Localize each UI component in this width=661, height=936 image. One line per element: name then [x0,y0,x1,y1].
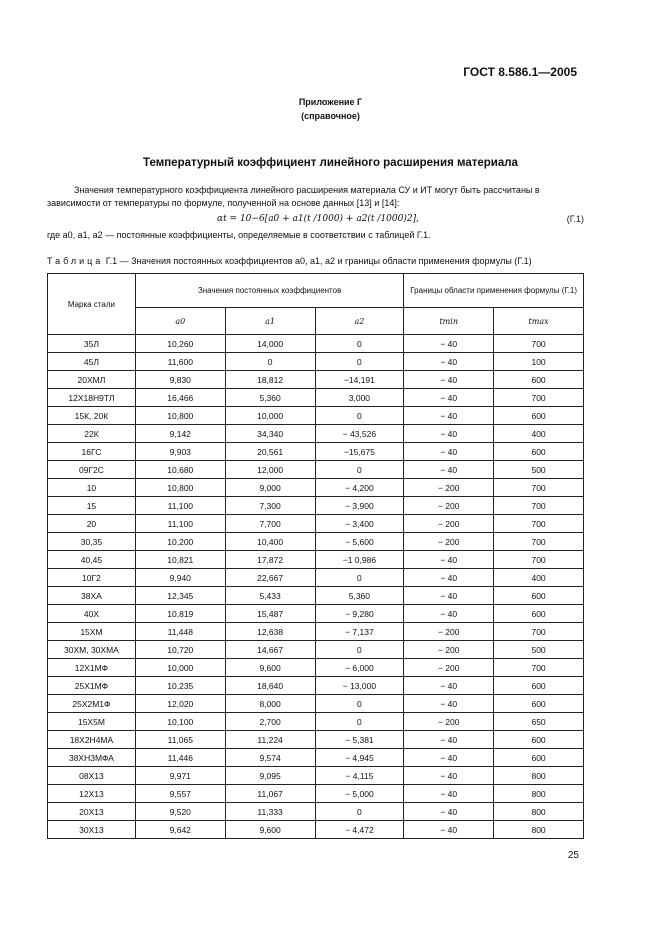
table-row [48,623,584,641]
steel-grade-cell: 10Г2 [48,569,136,587]
a0-cell: 10,720 [135,641,225,659]
table-row [48,731,584,749]
a0-cell: 10,100 [135,713,225,731]
header-a0: a0 [135,308,225,335]
a0-cell: 9,903 [135,443,225,461]
a1-cell: 5,433 [225,587,315,605]
tmin-cell: − 40 [404,587,494,605]
tmin-cell: − 40 [404,407,494,425]
appendix-subtitle: (справочное) [301,111,360,121]
a1-cell: 9,095 [225,767,315,785]
tmax-cell: 600 [494,749,584,767]
a2-cell: − 5,381 [315,731,404,749]
a0-cell: 11,446 [135,749,225,767]
tmax-cell: 700 [494,623,584,641]
steel-grade-cell: 20ХМЛ [48,371,136,389]
a1-cell: 14,000 [225,335,315,353]
a0-cell: 9,142 [135,425,225,443]
a0-cell: 10,821 [135,551,225,569]
steel-grade-cell: 18Х2Н4МА [48,731,136,749]
a2-cell: 0 [315,461,404,479]
steel-grade-cell: 12Х13 [48,785,136,803]
tmin-cell: − 40 [404,785,494,803]
steel-grade-cell: 12Х18Н9ТЛ [48,389,136,407]
a1-cell: 0 [225,353,315,371]
table-row [48,515,584,533]
header-tmin: tmin [404,308,494,335]
tmax-cell: 400 [494,425,584,443]
table-row [48,353,584,371]
steel-grade-cell: 30,35 [48,533,136,551]
a1-cell: 9,000 [225,479,315,497]
a2-cell: − 13,000 [315,677,404,695]
table-row [48,407,584,425]
a0-cell: 12,345 [135,587,225,605]
a1-cell: 22,667 [225,569,315,587]
header-steel-grade: Марка стали [48,274,136,335]
a2-cell: 0 [315,407,404,425]
a0-cell: 9,642 [135,821,225,839]
a1-cell: 11,224 [225,731,315,749]
table-row [48,497,584,515]
where-clause: где a0, a1, a2 — постоянные коэффициенты, определяемые в соответствии с таблицей Г.1. [47,230,431,240]
steel-grade-cell: 20Х13 [48,803,136,821]
a0-cell: 11,065 [135,731,225,749]
table-row [48,641,584,659]
tmax-cell: 800 [494,821,584,839]
a1-cell: 11,067 [225,785,315,803]
steel-grade-cell: 15 [48,497,136,515]
tmin-cell: − 40 [404,353,494,371]
formula: αt = 10−6[a0 + a1(t /1000) + a2(t /1000)2], [217,214,419,224]
tmin-cell: − 40 [404,389,494,407]
steel-grade-cell: 09Г2С [48,461,136,479]
table-row [48,695,584,713]
a1-cell: 9,600 [225,659,315,677]
tmax-cell: 800 [494,767,584,785]
a1-cell: 10,400 [225,533,315,551]
table-row [48,785,584,803]
a2-cell: 0 [315,569,404,587]
header-bounds: Границы области применения формулы (Г.1) [404,274,584,308]
a1-cell: 14,667 [225,641,315,659]
a0-cell: 16,466 [135,389,225,407]
a0-cell: 10,800 [135,407,225,425]
steel-grade-cell: 16ГС [48,443,136,461]
a0-cell: 10,235 [135,677,225,695]
table-row [48,443,584,461]
tmin-cell: − 40 [404,767,494,785]
a2-cell: 0 [315,713,404,731]
steel-grade-cell: 15К, 20К [48,407,136,425]
tmax-cell: 650 [494,713,584,731]
tmax-cell: 700 [494,551,584,569]
tmin-cell: − 40 [404,569,494,587]
table-row [48,551,584,569]
a1-cell: 18,640 [225,677,315,695]
a0-cell: 10,200 [135,533,225,551]
a2-cell: − 43,526 [315,425,404,443]
tmin-cell: − 200 [404,713,494,731]
steel-grade-cell: 25Х1МФ [48,677,136,695]
steel-grade-cell: 15ХМ [48,623,136,641]
a2-cell: − 4,472 [315,821,404,839]
a1-cell: 8,000 [225,695,315,713]
tmax-cell: 600 [494,695,584,713]
tmin-cell: − 40 [404,461,494,479]
a2-cell: − 3,400 [315,515,404,533]
a1-cell: 20,561 [225,443,315,461]
appendix-title: Приложение Г [298,97,363,107]
formula-line [47,214,584,228]
steel-grade-cell: 38ХА [48,587,136,605]
tmin-cell: − 200 [404,479,494,497]
a2-cell: − 4,945 [315,749,404,767]
tmax-cell: 700 [494,479,584,497]
coefficients-table [47,273,584,839]
tmin-cell: − 200 [404,497,494,515]
tmin-cell: − 40 [404,731,494,749]
tmax-cell: 700 [494,515,584,533]
tmax-cell: 600 [494,605,584,623]
tmax-cell: 600 [494,443,584,461]
table-row [48,479,584,497]
tmin-cell: − 40 [404,695,494,713]
steel-grade-cell: 08Х13 [48,767,136,785]
table-row [48,803,584,821]
a2-cell: −15,675 [315,443,404,461]
tmax-cell: 800 [494,785,584,803]
tmax-cell: 600 [494,587,584,605]
a0-cell: 10,819 [135,605,225,623]
a0-cell: 12,020 [135,695,225,713]
table-row [48,713,584,731]
a2-cell: 0 [315,335,404,353]
a1-cell: 2,700 [225,713,315,731]
tmin-cell: − 40 [404,803,494,821]
a1-cell: 5,360 [225,389,315,407]
a2-cell: − 4,200 [315,479,404,497]
steel-grade-cell: 35Л [48,335,136,353]
tmax-cell: 600 [494,677,584,695]
standard-number: ГОСТ 8.586.1—2005 [463,65,577,79]
a2-cell: −1 0,986 [315,551,404,569]
a2-cell: 0 [315,803,404,821]
tmin-cell: − 40 [404,443,494,461]
table-row [48,461,584,479]
a2-cell: 0 [315,695,404,713]
header-coefficients: Значения постоянных коэффициентов [135,274,403,308]
a2-cell: − 3,900 [315,497,404,515]
steel-grade-cell: 30Х13 [48,821,136,839]
table-row [48,533,584,551]
tmin-cell: − 200 [404,659,494,677]
a0-cell: 10,800 [135,479,225,497]
tmin-cell: − 40 [404,677,494,695]
tmin-cell: − 40 [404,425,494,443]
a0-cell: 11,100 [135,497,225,515]
table-row [48,587,584,605]
a1-cell: 7,300 [225,497,315,515]
tmax-cell: 400 [494,569,584,587]
a0-cell: 11,448 [135,623,225,641]
a1-cell: 10,000 [225,407,315,425]
steel-grade-cell: 12Х1МФ [48,659,136,677]
tmax-cell: 700 [494,389,584,407]
a2-cell: 0 [315,353,404,371]
a2-cell: − 6,000 [315,659,404,677]
header-tmax: tmax [494,308,584,335]
a1-cell: 34,340 [225,425,315,443]
a0-cell: 9,940 [135,569,225,587]
a1-cell: 11,333 [225,803,315,821]
a2-cell: − 9,280 [315,605,404,623]
intro-paragraph: Значения температурного коэффициента линейного расширения материала СУ и ИТ могут быть рассчитаны в зависимости от температуры по формуле, полученной на основе данных [13] и [14]: [47,185,540,208]
table-row [48,749,584,767]
table-row [48,335,584,353]
table-row [48,425,584,443]
tmin-cell: − 200 [404,533,494,551]
a1-cell: 12,638 [225,623,315,641]
header-a2: a2 [315,308,404,335]
a2-cell: − 5,600 [315,533,404,551]
tmax-cell: 700 [494,335,584,353]
a0-cell: 10,680 [135,461,225,479]
formula-number: (Г.1) [566,214,584,224]
tmax-cell: 800 [494,803,584,821]
table-caption-text: Г.1 — Значения постоянных коэффициентов a0, a1, a2 и границы области применения формулы (Г.1) [103,256,532,266]
tmin-cell: − 40 [404,821,494,839]
tmax-cell: 700 [494,659,584,677]
steel-grade-cell: 15Х5М [48,713,136,731]
steel-grade-cell: 25Х2М1Ф [48,695,136,713]
a2-cell: − 4,115 [315,767,404,785]
a0-cell: 10,260 [135,335,225,353]
a1-cell: 18,812 [225,371,315,389]
tmin-cell: − 200 [404,623,494,641]
steel-grade-cell: 20 [48,515,136,533]
table-row [48,371,584,389]
tmax-cell: 600 [494,731,584,749]
tmin-cell: − 200 [404,641,494,659]
a2-cell: 5,360 [315,587,404,605]
a2-cell: 3,000 [315,389,404,407]
a1-cell: 9,574 [225,749,315,767]
a1-cell: 12,000 [225,461,315,479]
a2-cell: −14,191 [315,371,404,389]
section-title: Температурный коэффициент линейного расширения материала [143,157,518,169]
steel-grade-cell: 38ХН3МФА [48,749,136,767]
steel-grade-cell: 10 [48,479,136,497]
a1-cell: 9,600 [225,821,315,839]
table-row [48,767,584,785]
tmax-cell: 100 [494,353,584,371]
table-row [48,659,584,677]
table-row [48,821,584,839]
tmin-cell: − 40 [404,371,494,389]
a0-cell: 11,100 [135,515,225,533]
page-number: 25 [567,850,579,861]
tmin-cell: − 40 [404,551,494,569]
tmax-cell: 600 [494,407,584,425]
tmax-cell: 600 [494,371,584,389]
tmin-cell: − 200 [404,515,494,533]
steel-grade-cell: 45Л [48,353,136,371]
a1-cell: 7,700 [225,515,315,533]
header-a1: a1 [225,308,315,335]
a0-cell: 11,600 [135,353,225,371]
a0-cell: 9,520 [135,803,225,821]
tmax-cell: 500 [494,461,584,479]
tmax-cell: 700 [494,533,584,551]
tmin-cell: − 40 [404,335,494,353]
steel-grade-cell: 30ХМ, 30ХМА [48,641,136,659]
table-caption-label: Таблица [47,256,104,266]
a2-cell: − 7,137 [315,623,404,641]
table-row [48,605,584,623]
steel-grade-cell: 40,45 [48,551,136,569]
a0-cell: 10,000 [135,659,225,677]
a1-cell: 17,872 [225,551,315,569]
a0-cell: 9,557 [135,785,225,803]
table-row [48,389,584,407]
a0-cell: 9,971 [135,767,225,785]
a1-cell: 15,487 [225,605,315,623]
table-caption [47,256,532,266]
a2-cell: − 5,000 [315,785,404,803]
table-row [48,569,584,587]
a2-cell: 0 [315,641,404,659]
tmin-cell: − 40 [404,749,494,767]
steel-grade-cell: 22К [48,425,136,443]
tmax-cell: 500 [494,641,584,659]
table-row [48,677,584,695]
tmin-cell: − 40 [404,605,494,623]
a0-cell: 9,830 [135,371,225,389]
steel-grade-cell: 40Х [48,605,136,623]
tmax-cell: 700 [494,497,584,515]
